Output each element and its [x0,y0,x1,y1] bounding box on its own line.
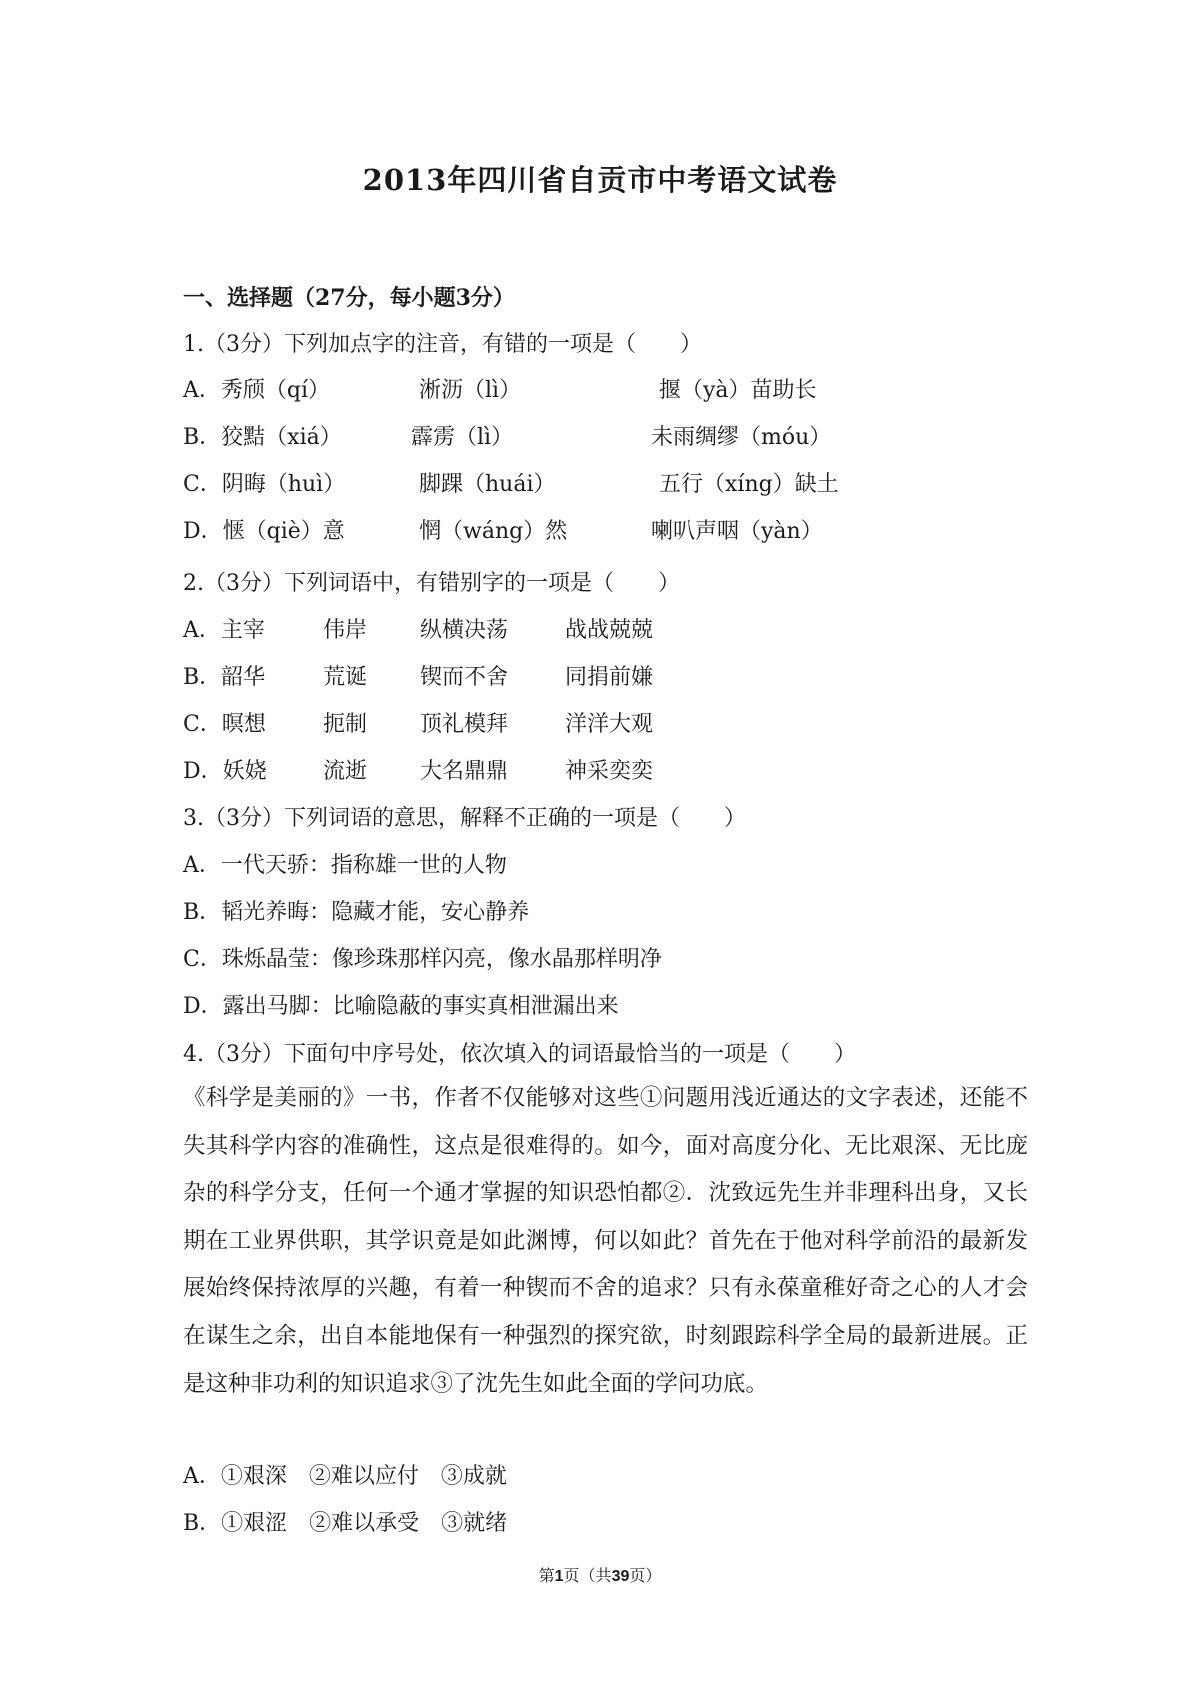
q1-c-item-3: 五行（xíng）缺土 [659,472,839,497]
footer-page-number: 1 [554,1568,564,1585]
q1-b-item-2: 霹雳（lì） [411,425,514,450]
q1-a-item-2: 淅沥（lì） [419,378,522,403]
q2-d-word-3: 大名鼎鼎 [420,759,509,784]
q1-a-item-3: 揠（yà）苗助长 [659,378,817,403]
q1-option-b [183,420,1043,450]
exam-title: 2013年四川省自贡市中考语文试卷 [362,163,838,197]
question-3-stem: 3.（3分）下列词语的意思，解释不正确的一项是（ ） [183,806,746,831]
q2-option-d [183,754,1043,784]
q2-a-word-1: A．主宰 [183,618,265,643]
q2-option-c [183,707,1043,737]
question-4-stem: 4.（3分）下面句中序号处，依次填入的词语最恰当的一项是（ ） [183,1042,856,1067]
q1-c-item-1: C．阴晦（huì） [183,472,346,497]
q1-d-item-2: 惘（wáng）然 [419,519,568,544]
q1-c-item-2: 脚踝（huái） [419,472,556,497]
q1-option-d [183,514,1043,544]
q2-c-word-3: 顶礼模拜 [420,712,509,737]
q1-b-item-1: B．狡黠（xiá） [183,425,342,450]
q2-a-word-4: 战战兢兢 [565,618,654,643]
q1-option-c [183,467,1043,497]
q2-d-word-2: 流逝 [323,759,368,784]
q2-option-a [183,613,1043,643]
footer-middle: 页（共 [563,1566,612,1585]
q2-a-word-3: 纵横决荡 [420,618,509,643]
q3-option-a: A．一代天骄：指称雄一世的人物 [183,853,507,878]
q2-b-word-4: 同捐前嫌 [565,665,654,690]
q2-c-word-1: C．暝想 [183,712,266,737]
q2-option-b [183,660,1043,690]
q1-option-a [183,373,1043,403]
q3-option-c: C．珠烁晶莹：像珍珠那样闪亮，像水晶那样明净 [183,947,662,972]
q2-d-word-4: 神采奕奕 [565,759,654,784]
q3-option-b: B．韬光养晦：隐藏才能，安心静养 [183,900,530,925]
q2-b-word-1: B．韶华 [183,665,266,690]
q1-d-item-1: D．惬（qiè）意 [183,519,345,544]
q2-c-word-2: 扼制 [323,712,368,737]
q4-passage: 《科学是美丽的》一书，作者不仅能够对这些①问题用浅近通达的文字表述，还能不失其科学内容的准确性，这点是很难得的。如今，面对高度分化、无比艰深、无比庞杂的科学分支，任何一个通才掌握的知识恐怕都②．沈致远先生并非理科出身，又长期在工业界供职，其学识竟是如此渊博，何以如此？首先在于他对科学前沿的最新发展始终保持浓厚的兴趣，有着一种锲而不舍的追求？只有永葆童稚好奇之心的人才会在谋生之余，出自本能地保有一种强烈的探究欲，时刻跟踪科学全局的最新进展。正是这种非功利的知识追求③了沈先生如此全面的学问功底。 [183,1085,1028,1397]
page-footer [0,1563,1200,1586]
q1-b-item-3: 未雨绸缪（móu） [651,425,832,450]
q2-b-word-3: 锲而不舍 [420,665,509,690]
q1-a-item-1: A．秀颀（qí） [183,378,331,403]
q1-d-item-3: 喇叭声咽（yàn） [651,519,823,544]
q4-option-a: A．①艰深 ②难以应付 ③成就 [183,1464,507,1489]
q2-b-word-2: 荒诞 [323,665,368,690]
question-2-stem: 2.（3分）下列词语中，有错别字的一项是（ ） [183,571,680,596]
section-heading: 一、选择题（27分，每小题3分） [183,285,515,311]
footer-total-pages: 39 [611,1568,630,1585]
q2-c-word-4: 洋洋大观 [565,712,654,737]
question-1-stem: 1.（3分）下列加点字的注音，有错的一项是（ ） [183,332,702,357]
footer-suffix: 页） [629,1566,662,1585]
q2-d-word-1: D．妖娆 [183,759,267,784]
q2-a-word-2: 伟岸 [323,618,368,643]
footer-prefix: 第 [538,1566,555,1585]
q3-option-d: D．露出马脚：比喻隐蔽的事实真相泄漏出来 [183,994,619,1019]
q4-option-b: B．①艰涩 ②难以承受 ③就绪 [183,1511,508,1536]
